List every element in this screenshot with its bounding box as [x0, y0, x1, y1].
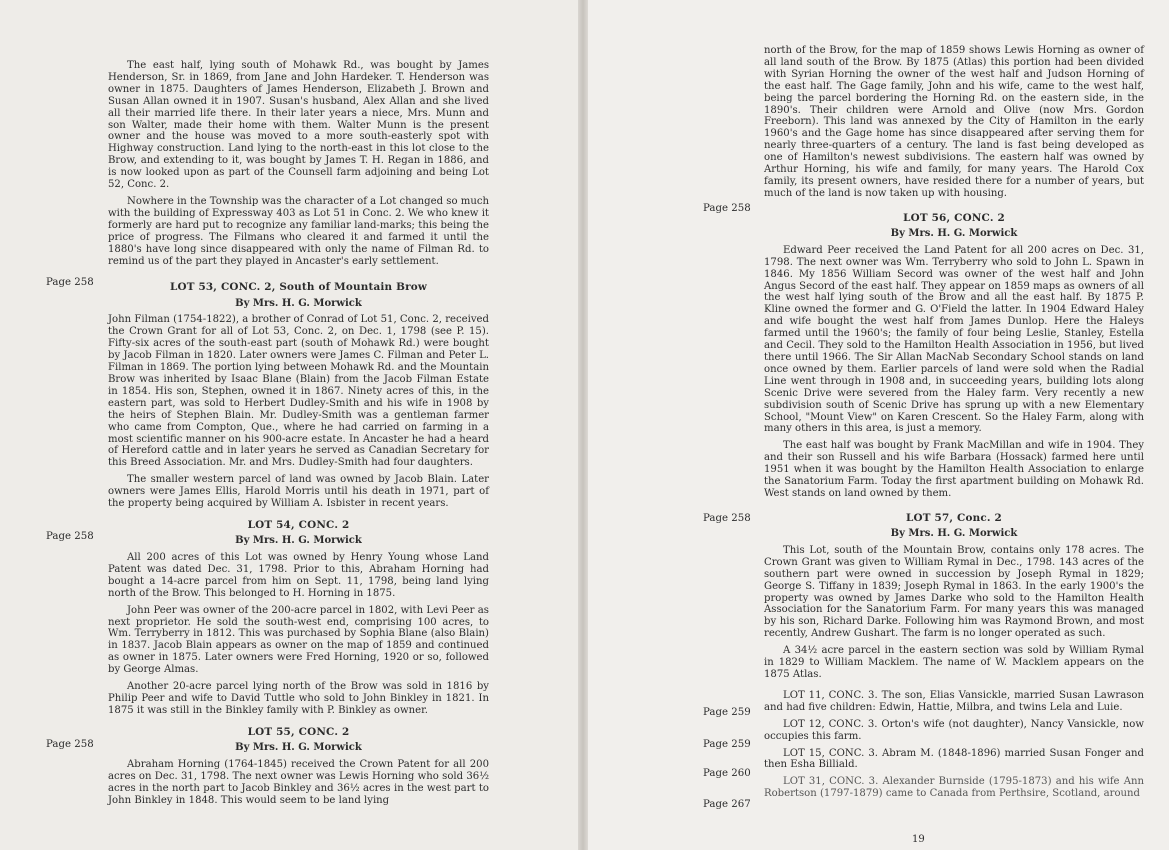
right-text-column	[764, 45, 1144, 805]
margin-ref-lot57: Page 258	[703, 513, 751, 524]
section-byline: By Mrs. H. G. Morwick	[890, 528, 1018, 540]
correction-note: LOT 11, CONC. 3. The son, Elias Vansickle, married Susan Lawrason and had five children: Edwin, Hattie, Milbra, and twins Lela and Luie.	[764, 689, 1144, 713]
margin-ref-lot55: Page 258	[46, 739, 94, 750]
book-gutter	[578, 0, 588, 850]
paragraph: The east half was bought by Frank MacMillan and wife in 1904. They and their son Russell and his wife Barbara (Hossack) farmed here until 1951 when it was bought by the Hamilton Health Association to enlarge the Sanatorium Farm. Today the first apartment building on Mohawk Rd. West stands on land owned by them.	[764, 440, 1144, 499]
margin-ref-note4: Page 267	[703, 799, 751, 810]
page-number: 19	[912, 834, 925, 845]
margin-ref-note1: Page 259	[703, 707, 751, 718]
paragraph: north of the Brow, for the map of 1859 shows Lewis Horning as owner of all land south of the Brow. By 1875 (Atlas) this portion had been divided with Syrian Horning the owner of the west half and Judson Horning of the east half. The Gage family, John and his wife, came to the west half, being the parcel bordering the Horning Rd. on the eastern side, in the 1890's. Their children were Arnold and Olive (now Mrs. Gordon Freeborn). This land was annexed by the City of Hamilton in the early 1960's and the Gage home has since disappeared after serving them for nearly three-quarters of a century. The land is fast being developed as one of Hamilton's newest subdivisions. The eastern half was owned by Arthur Horning, his wife and family, for many years. The Harold Cox family, its present owners, have resided there for a number of years, but much of the land is now taken up with housing.	[764, 45, 1144, 199]
left-text-column	[108, 60, 489, 812]
paragraph: A 34½ acre parcel in the eastern section was sold by William Rymal in 1829 to William Macklem. The name of W. Macklem appears on the 1875 Atlas.	[764, 645, 1144, 680]
margin-ref-lot56: Page 258	[703, 203, 751, 214]
paragraph: Edward Peer received the Land Patent for all 200 acres on Dec. 31, 1798. The next owner was Wm. Terryberry who sold to John L. Spawn in 1846. My 1856 William Secord was owner of the west half and John Angus Secord of the east half. They appear on 1859 maps as owners of all the west half lying south of the Brow and all the east half. By 1875 P. Kline owned the former and G. O'Field the latter. In 1904 Edward Haley and wife bought the west half from James Dunlop. Here the Haleys farmed until the 1960's; the family of four being Leslie, Stanley, Estella and Cecil. They sold to the Hamilton Health Association in 1956, but lived there until 1966. The Sir Allan MacNab Secondary School stands on land once owned by them. Earlier parcels of land were sold when the Radial Line went through in 1908 and, in succeeding years, building lots along Scenic Drive were severed from the Haley farm. Very recently a new subdivision south of Scenic Drive has sprung up with a new Elementary School, "Mount View" on Karen Crescent. So the Haley Farm, along with many others in this area, is just a memory.	[764, 244, 1144, 435]
margin-ref-lot54: Page 258	[46, 531, 94, 542]
paragraph: The east half, lying south of Mohawk Rd., was bought by James Henderson, Sr. in 1869, from Jane and John Hardeker. T. Henderson was owner in 1875. Daughters of James Henderson, Elizabeth J. Brown and Susan Allan owned it in 1907. Susan's husband, Alex Allan and she lived all their married life there. In their later years a niece, Mrs. Munn and son Walter, made their home with them. Walter Munn is the present owner and the house was moved to a more south-easterly spot with Highway construction. Land lying to the north-east in this lot close to the Brow, and extending to it, was bought by James T. H. Regan in 1886, and is now looked upon as part of the Counsell farm adjoining and being Lot 52, Conc. 2.	[108, 60, 489, 191]
correction-note: LOT 15, CONC. 3. Abram M. (1848-1896) married Susan Fonger and then Esha Billiald.	[764, 747, 1144, 771]
margin-ref-note3: Page 260	[703, 768, 751, 779]
margin-ref-lot53: Page 258	[46, 277, 94, 288]
correction-note: LOT 31, CONC. 3. Alexander Burnside (1795-1873) and his wife Ann Robertson (1797-1879) came to Canada from Perthsire, Scotland, around	[764, 776, 1144, 800]
paragraph: All 200 acres of this Lot was owned by Henry Young whose Land Patent was dated Dec. 31, 1798. Prior to this, Abraham Horning had bought a 14-acre parcel from him on Sept. 11, 1798, being land lying north of the Brow. This belonged to H. Horning in 1875.	[108, 552, 489, 599]
paragraph: Nowhere in the Township was the character of a Lot changed so much with the building of Expressway 403 as Lot 51 in Conc. 2. We who knew it formerly are hard put to recognize any familiar land-marks; this being the price of progress. The Filmans who cleared it and farmed it until the 1880's have long since disappeared with only the name of Filman Rd. to remind us of the part they played in Ancaster's early settlement.	[108, 195, 489, 267]
paragraph: The smaller western parcel of land was owned by Jacob Blain. Later owners were James Ellis, Harold Morris until his death in 1971, part of the property being acquired by William A. Isbister in recent years.	[108, 474, 489, 510]
correction-note: LOT 12, CONC. 3. Orton's wife (not daughter), Nancy Vansickle, now occupies this farm.	[764, 718, 1144, 742]
section-byline: By Mrs. H. G. Morwick	[235, 297, 362, 309]
section-heading-lot54: LOT 54, CONC. 2	[247, 518, 350, 531]
paragraph: John Peer was owner of the 200-acre parcel in 1802, with Levi Peer as next proprietor. He sold the south-west end, comprising 100 acres, to Wm. Terryberry in 1812. This was purchased by Sophia Blane (also Blain) in 1837. Jacob Blain appears as owner on the map of 1859 and continued as owner in 1875. Later owners were Fred Horning, 1920 or so, followed by George Almas.	[108, 604, 489, 676]
section-byline: By Mrs. H. G. Morwick	[890, 228, 1018, 240]
section-heading-lot53: LOT 53, CONC. 2, South of Mountain Brow	[169, 281, 428, 294]
paragraph: John Filman (1754-1822), a brother of Conrad of Lot 51, Conc. 2, received the Crown Grant for all of Lot 53, Conc. 2, on Dec. 1, 1798 (see P. 15). Fifty-six acres of the south-east part (south of Mohawk Rd.) were bought by Jacob Filman in 1820. Later owners were James C. Filman and Peter L. Filman in 1869. The portion lying between Mohawk Rd. and the Mountain Brow was inherited by Isaac Blane (Blain) from the Jacob Filman Estate in 1854. His son, Stephen, owned it in 1867. Ninety acres of this, in the eastern part, was sold to Herbert Dudley-Smith and his wife in 1908 by the heirs of Stephen Blain. Mr. Dudley-Smith was a gentleman farmer who came from Compton, Que., where he had carried on farming in a most scientific manner on his 900-acre estate. In Ancaster he had a heard of Hereford cattle and in later years he served as Canadian Secretary for this Breed Association. Mr. and Mrs. Dudley-Smith had four daughters.	[108, 314, 489, 469]
section-heading-lot57: LOT 57, Conc. 2	[906, 511, 1002, 524]
section-heading-lot56: LOT 56, CONC. 2	[903, 211, 1005, 224]
section-byline: By Mrs. H. G. Morwick	[235, 742, 362, 754]
section-byline: By Mrs. H. G. Morwick	[235, 535, 362, 547]
margin-ref-note2: Page 259	[703, 739, 751, 750]
paragraph: Abraham Horning (1764-1845) received the Crown Patent for all 200 acres on Dec. 31, 1798. The next owner was Lewis Horning who sold 36½ acres in the north part to Jacob Binkley and 36½ acres in the west part to John Binkley in 1848. This would seem to be land lying	[108, 758, 489, 806]
paragraph: This Lot, south of the Mountain Brow, contains only 178 acres. The Crown Grant was given to William Rymal in Dec., 1798. 143 acres of the southern part were owned in succession by Joseph Rymal in 1829; George S. Tiffany in 1839; Joseph Rymal in 1863. In the early 1900's the property was owned by James Darke who sold to the Hamilton Health Association for the Sanatorium Farm. For many years this was managed by his son, Richard Darke. Following him was Raymond Brown, and most recently, Andrew Gushart. The farm is no longer operated as such.	[764, 544, 1144, 640]
paragraph: Another 20-acre parcel lying north of the Brow was sold in 1816 by Philip Peer and wife to David Tuttle who sold to John Binkley in 1821. In 1875 it was still in the Binkley family with P. Binkley as owner.	[108, 681, 489, 716]
section-heading-lot55: LOT 55, CONC. 2	[247, 725, 350, 738]
